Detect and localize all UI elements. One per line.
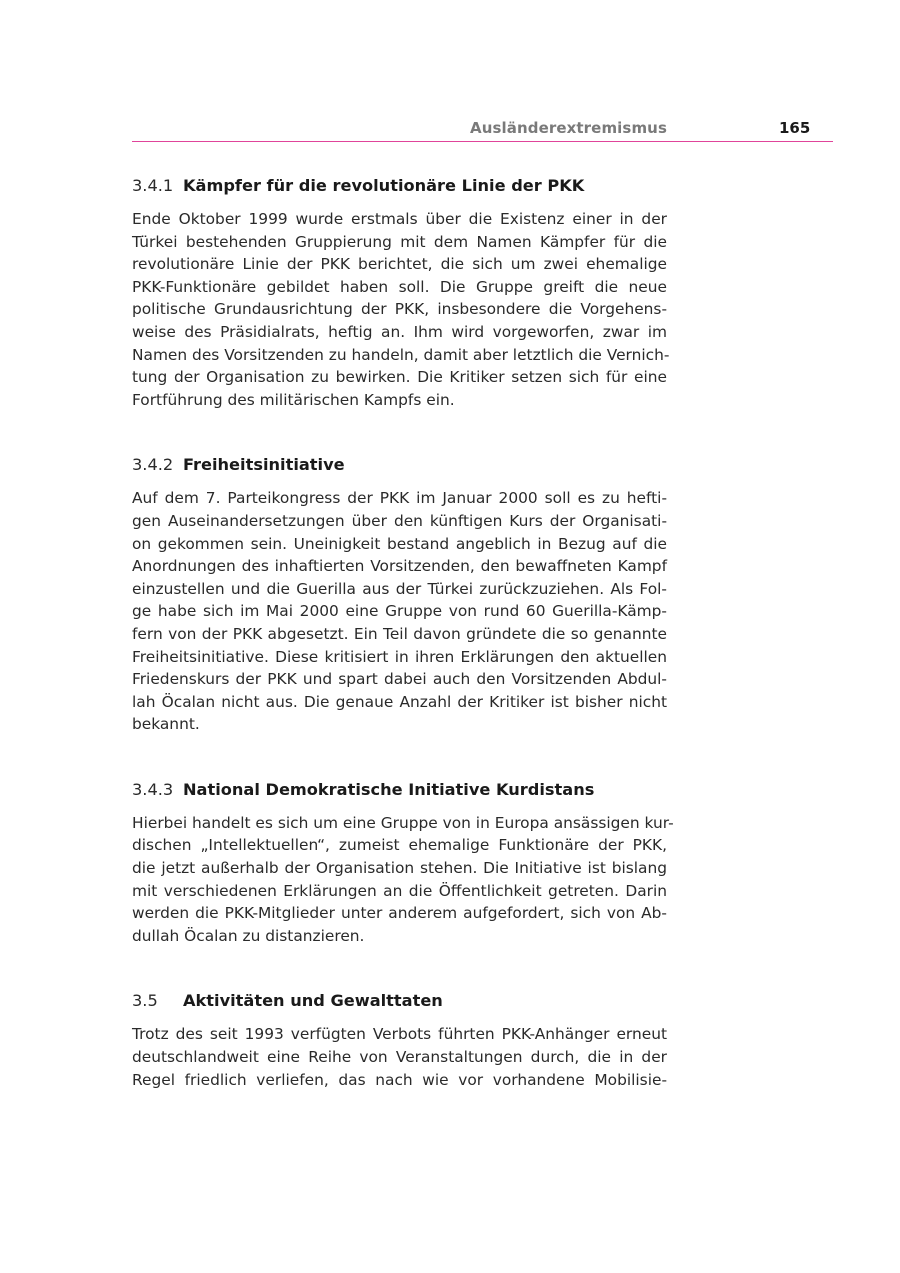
- text-line: Namen des Vorsitzenden zu handeln, damit aber letztlich die Vernich-: [132, 345, 670, 364]
- text-line: politische Grundausrichtung der PKK, insbesondere die Vorgehens-: [132, 300, 667, 319]
- text-line: dischen „Intellektuellen“, zumeist ehemalige Funktionäre der PKK,: [132, 836, 667, 855]
- section-heading: [132, 453, 667, 477]
- text-line: deutschlandweit eine Reihe von Veranstaltungen durch, die in der: [132, 1048, 667, 1067]
- text-line: Ende Oktober 1999 wurde erstmals über die Existenz einer in der: [132, 210, 667, 228]
- text-line: weise des Präsidialrats, heftig an. Ihm wird vorgeworfen, zwar im: [132, 322, 667, 341]
- section-spacer: [132, 736, 667, 778]
- text-line: werden die PKK-Mitglieder unter anderem aufgefordert, sich von Ab-: [132, 904, 667, 923]
- section-number: 3.4.3: [132, 779, 174, 799]
- text-line: Auf dem 7. Parteikongress der PKK im Januar 2000 soll es zu hefti-: [132, 489, 667, 508]
- text-line: Regel friedlich verliefen, das nach wie vor vorhandene Mobilisie-: [132, 1070, 667, 1089]
- section-paragraph: [132, 487, 667, 736]
- section-number: 3.5: [132, 991, 158, 1011]
- section-number: 3.4.2: [132, 455, 174, 475]
- section-number: 3.4.1: [132, 176, 174, 195]
- section-title: National Demokratische Initiative Kurdistans: [183, 779, 595, 799]
- section: [132, 174, 670, 411]
- section-heading: [132, 778, 667, 802]
- section-heading: [132, 989, 667, 1013]
- text-line: fern von der PKK abgesetzt. Ein Teil davon gründete die so genannte: [132, 624, 667, 643]
- text-line: Türkei bestehenden Gruppierung mit dem Namen Kämpfer für die: [132, 232, 667, 251]
- section-paragraph: [132, 208, 670, 411]
- text-line: dullah Öcalan zu distanzieren.: [132, 926, 365, 945]
- section-title: Aktivitäten und Gewalttaten: [183, 991, 443, 1011]
- text-line: on gekommen sein. Uneinigkeit bestand angeblich in Bezug auf die: [132, 534, 667, 553]
- running-head: [132, 117, 833, 142]
- text-line: revolutionäre Linie der PKK berichtet, die sich um zwei ehemalige: [132, 255, 667, 274]
- text-line: die jetzt außerhalb der Organisation stehen. Die Initiative ist bislang: [132, 859, 667, 878]
- text-line: Freiheitsinitiative. Diese kritisiert in ihren Erklärungen den aktuellen: [132, 647, 667, 666]
- section-paragraph: [132, 1023, 667, 1091]
- text-line: tung der Organisation zu bewirken. Die Kritiker setzen sich für eine: [132, 368, 667, 387]
- section-heading: [132, 174, 667, 198]
- text-line: Hierbei handelt es sich um eine Gruppe von in Europa ansässigen kur-: [132, 813, 674, 832]
- text-line: Friedenskurs der PKK und spart dabei auch den Vorsitzenden Abdul-: [132, 670, 667, 689]
- text-line: einzustellen und die Guerilla aus der Türkei zurückzuziehen. Als Fol-: [132, 579, 667, 598]
- text-line: lah Öcalan nicht aus. Die genaue Anzahl der Kritiker ist bisher nicht: [132, 692, 667, 711]
- text-line: Trotz des seit 1993 verfügten Verbots führten PKK-Anhänger erneut: [132, 1025, 667, 1044]
- text-line: Fortführung des militärischen Kampfs ein.: [132, 390, 455, 409]
- section: [132, 778, 674, 948]
- section-title: Freiheitsinitiative: [183, 455, 345, 475]
- section: [132, 453, 667, 736]
- section-paragraph: [132, 812, 674, 948]
- text-line: Anordnungen des inhaftierten Vorsitzenden, den bewaffneten Kampf: [132, 557, 667, 576]
- text-line: gen Auseinandersetzungen über den künftigen Kurs der Organisati-: [132, 511, 667, 530]
- text-line: bekannt.: [132, 715, 200, 734]
- text-line: mit verschiedenen Erklärungen an die Öffentlichkeit getreten. Darin: [132, 881, 667, 900]
- section-spacer: [132, 947, 667, 989]
- section-title: Kämpfer für die revolutionäre Linie der PKK: [183, 176, 585, 195]
- section: [132, 989, 667, 1091]
- section-spacer: [132, 411, 667, 453]
- page-body: [132, 174, 674, 1091]
- page-number: 165: [779, 119, 811, 137]
- text-line: PKK-Funktionäre gebildet haben soll. Die Gruppe greift die neue: [132, 277, 667, 296]
- chapter-title: Ausländerextremismus: [470, 119, 667, 137]
- text-line: ge habe sich im Mai 2000 eine Gruppe von rund 60 Guerilla-Kämp-: [132, 602, 667, 621]
